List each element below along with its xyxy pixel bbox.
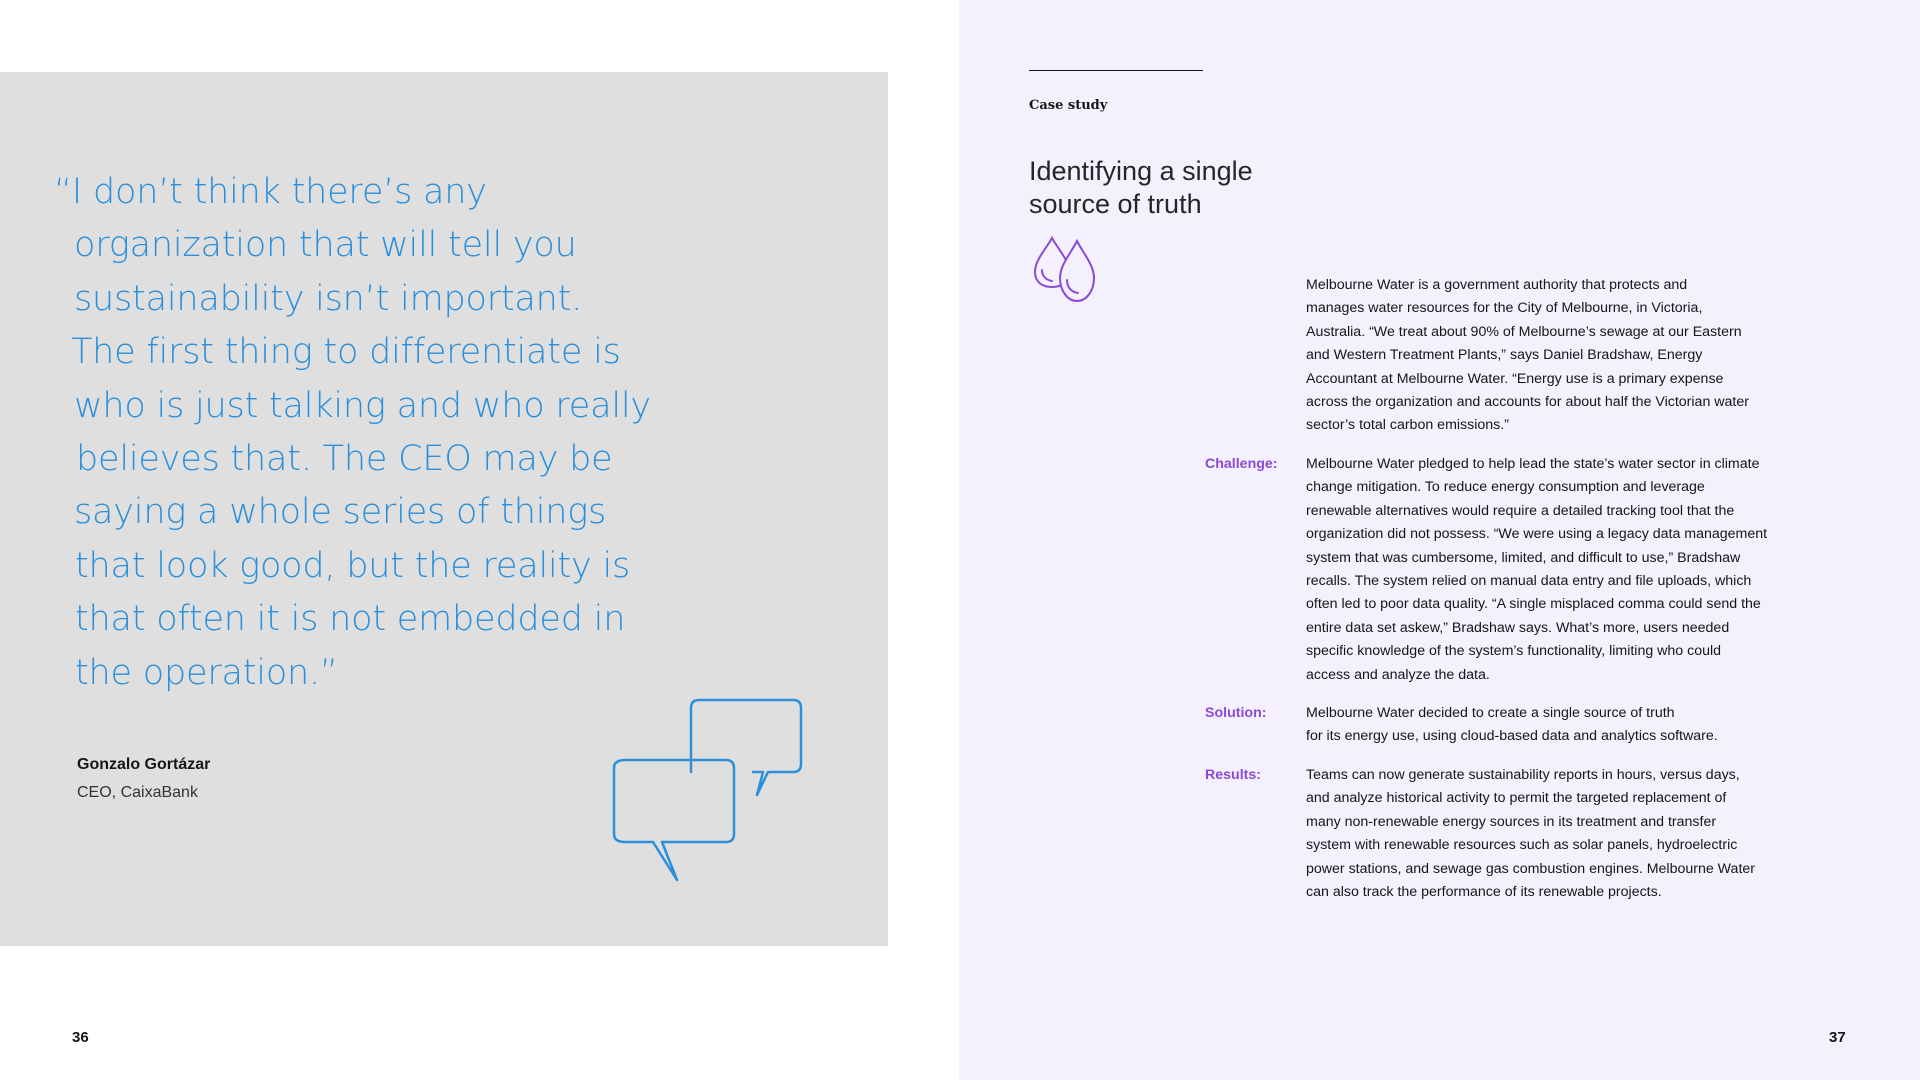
results-label: Results: xyxy=(1205,767,1261,783)
text-line: Australia. “We treat about 90% of Melbourne’s sewage at our Eastern xyxy=(1306,323,1742,340)
page-number-right: 37 xyxy=(1829,1029,1846,1046)
text-line: system with renewable resources such as solar panels, hydroelectric xyxy=(1306,837,1738,854)
eyebrow-label: Case study xyxy=(1029,98,1108,113)
attribution-role: CEO, CaixaBank xyxy=(77,784,198,801)
text-line: often led to poor data quality. “A single misplaced comma could send the xyxy=(1306,596,1761,613)
text-line: recalls. The system relied on manual data entry and file uploads, which xyxy=(1306,573,1752,590)
pull-quote xyxy=(54,166,654,700)
results-paragraph xyxy=(1306,764,1786,904)
text-line: system that was cumbersome, limited, and difficult to use,” Bradshaw xyxy=(1306,549,1741,566)
text-line: Melbourne Water is a government authority that protects and xyxy=(1306,277,1688,293)
water-drops-icon xyxy=(1030,235,1112,307)
text-line: specific knowledge of the system’s functionality, limiting who could xyxy=(1306,643,1722,660)
text-line: Teams can now generate sustainability reports in hours, versus days, xyxy=(1306,767,1740,783)
text-line: Accountant at Melbourne Water. “Energy use is a primary expense xyxy=(1306,370,1724,387)
challenge-paragraph xyxy=(1306,453,1786,687)
page-number-left: 36 xyxy=(72,1029,89,1046)
text-line: access and analyze the data. xyxy=(1306,666,1490,683)
quote-line: the operation.” xyxy=(75,652,338,693)
solution-paragraph xyxy=(1306,702,1786,749)
text-line: power stations, and sewage gas combustion engines. Melbourne Water xyxy=(1306,860,1755,877)
intro-paragraph xyxy=(1306,274,1786,438)
quote-line: “I don’t think there’s any xyxy=(54,172,487,212)
text-line: many non-renewable energy sources in its treatment and transfer xyxy=(1306,813,1717,830)
text-line: and analyze historical activity to permit the targeted replacement of xyxy=(1306,790,1727,807)
header-rule xyxy=(1029,70,1203,71)
quote-line: that often it is not embedded in xyxy=(75,599,626,640)
title-line: source of truth xyxy=(1029,189,1202,219)
text-line: manages water resources for the City of Melbourne, in Victoria, xyxy=(1306,300,1703,317)
text-line: renewable alternatives would require a detailed tracking tool that the xyxy=(1306,502,1735,519)
text-line: and Western Treatment Plants,” says Daniel Bradshaw, Energy xyxy=(1306,347,1703,364)
quote-line: organization that will tell you xyxy=(74,225,577,266)
quote-line: saying a whole series of things xyxy=(74,492,607,533)
challenge-label: Challenge: xyxy=(1205,456,1278,472)
solution-label: Solution: xyxy=(1205,705,1267,721)
attribution-name: Gonzalo Gortázar xyxy=(77,756,211,773)
text-line: organization did not possess. “We were using a legacy data management xyxy=(1306,526,1768,543)
quote-line: that look good, but the reality is xyxy=(75,545,631,586)
text-line: can also track the performance of its renewable projects. xyxy=(1306,884,1662,901)
text-line: for its energy use, using cloud-based data and analytics software. xyxy=(1306,728,1718,745)
quote-line: The first thing to differentiate is xyxy=(71,332,621,373)
text-line: change mitigation. To reduce energy consumption and leverage xyxy=(1306,479,1705,496)
quote-line: sustainability isn’t important. xyxy=(74,278,583,319)
page-title xyxy=(1029,155,1349,221)
text-line: entire data set askew,” Bradshaw says. What’s more, users needed xyxy=(1306,619,1730,636)
text-line: Melbourne Water decided to create a single source of truth xyxy=(1306,705,1675,721)
title-line: Identifying a single xyxy=(1029,156,1253,186)
text-line: Melbourne Water pledged to help lead the state’s water sector in climate xyxy=(1306,456,1760,472)
quote-line: believes that. The CEO may be xyxy=(76,439,613,480)
quote-line: who is just talking and who really xyxy=(74,385,651,426)
text-line: sector’s total carbon emissions.” xyxy=(1306,417,1509,434)
text-line: across the organization and accounts for about half the Victorian water xyxy=(1306,394,1749,411)
speech-bubbles-icon xyxy=(610,696,810,886)
